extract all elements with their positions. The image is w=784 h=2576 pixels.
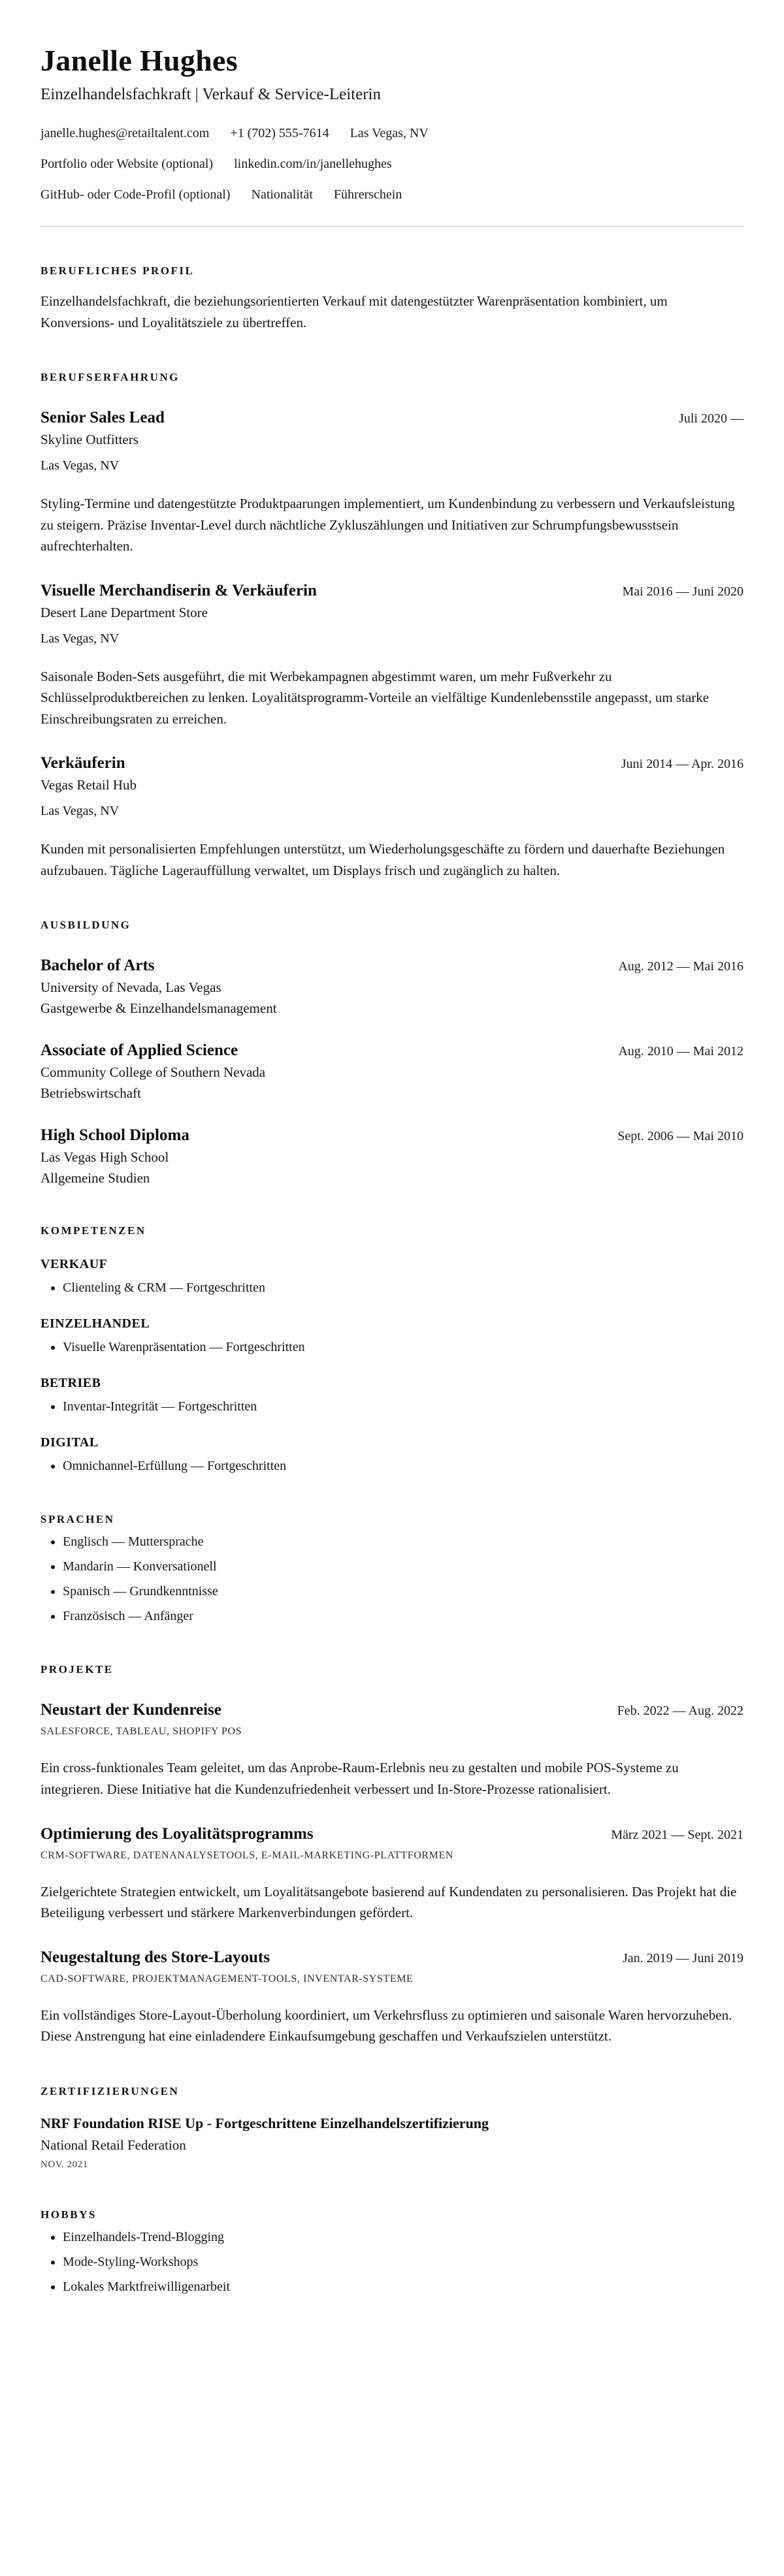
experience-entry-head bbox=[41, 409, 743, 427]
language-list bbox=[41, 1533, 743, 1625]
skill-group bbox=[41, 1316, 743, 1356]
job-description: Styling-Termine und datengestützte Produktpaarungen implementiert, um Kundenbindung zu verbessern und Verkaufsleistung zu steigern. Präzise Inventar-Level durch nächtliche Zykluszählungen und Initiativen zur Schrumpfungsbewusstsein aufrechterhalten. bbox=[41, 496, 735, 554]
education-entry-head bbox=[41, 957, 743, 975]
skill-item: • Clienteling & CRM — Fortgeschritten bbox=[63, 1279, 743, 1297]
project-date-range: Feb. 2022 — Aug. 2022 bbox=[617, 1704, 743, 1719]
language-item: • Französisch — Anfänger bbox=[63, 1607, 743, 1625]
job-location: Las Vegas, NV bbox=[41, 458, 120, 473]
skill-category: EINZELHANDEL bbox=[41, 1316, 150, 1331]
section-heading-certifications: ZERTIFIZIERUNGEN bbox=[41, 2084, 180, 2097]
degree-title: Associate of Applied Science bbox=[41, 1042, 238, 1060]
certification-issuer: National Retail Federation bbox=[41, 2137, 186, 2153]
education-entry bbox=[41, 1126, 743, 1186]
certification-entry bbox=[41, 2115, 743, 2171]
section-certifications bbox=[41, 2085, 743, 2171]
contact-row-1 bbox=[41, 126, 743, 141]
candidate-title: Einzelhandelsfachkraft | Verkauf & Service-Leiterin bbox=[41, 86, 381, 103]
skill-item: • Visuelle Warenpräsentation — Fortgeschritten bbox=[63, 1338, 743, 1356]
language-item: • Mandarin — Konversationell bbox=[63, 1557, 743, 1576]
section-skills bbox=[41, 1224, 743, 1475]
section-heading-profile: BERUFLICHES PROFIL bbox=[41, 264, 195, 277]
resume-header bbox=[41, 43, 743, 202]
project-description: Ein vollständiges Store-Layout-Überholung koordiniert, um Verkehrsfluss zu optimieren und saisonale Waren hervorzuheben. Diese Anstrengung hat eine einladendere Einkaufsumgebung geschaffen und Verkaufszielen unterstützt. bbox=[41, 2007, 732, 2044]
section-heading-experience: BERUFSERFAHRUNG bbox=[41, 371, 180, 384]
section-heading-skills: KOMPETENZEN bbox=[41, 1224, 146, 1237]
experience-entry-head bbox=[41, 754, 743, 772]
education-entry-head bbox=[41, 1042, 743, 1060]
phone-number: +1 (702) 555-7614 bbox=[230, 126, 329, 140]
section-profile bbox=[41, 264, 743, 333]
program-name: Betriebswirtschaft bbox=[41, 1085, 141, 1102]
skill-list bbox=[41, 1457, 743, 1475]
education-date-range: Sept. 2006 — Mai 2010 bbox=[617, 1129, 743, 1144]
skill-category: DIGITAL bbox=[41, 1435, 99, 1450]
education-date-range: Aug. 2012 — Mai 2016 bbox=[618, 959, 743, 974]
language-item: • Spanisch — Grundkenntnisse bbox=[63, 1582, 743, 1600]
hobby-list bbox=[41, 2228, 743, 2296]
project-description: Ein cross-funktionales Team geleitet, um das Anprobe-Raum-Erlebnis neu zu gestalten und mobile POS-Systeme zu integrieren. Diese Initiative hat die Kundenzufriedenheit verbessert und In-Store-Prozesse rationalisiert. bbox=[41, 1760, 679, 1798]
skill-group bbox=[41, 1257, 743, 1297]
school-name: University of Nevada, Las Vegas bbox=[41, 979, 221, 996]
job-company: Vegas Retail Hub bbox=[41, 777, 137, 793]
job-company: Desert Lane Department Store bbox=[41, 604, 208, 620]
project-entry-head bbox=[41, 1825, 743, 1843]
skill-list bbox=[41, 1338, 743, 1356]
education-entry bbox=[41, 1042, 743, 1102]
education-entry bbox=[41, 957, 743, 1017]
education-date-range: Aug. 2010 — Mai 2012 bbox=[618, 1044, 743, 1059]
degree-title: Bachelor of Arts bbox=[41, 957, 155, 975]
program-name: Allgemeine Studien bbox=[41, 1170, 150, 1186]
section-projects bbox=[41, 1663, 743, 2046]
project-entry bbox=[41, 1825, 743, 1924]
section-languages bbox=[41, 1513, 743, 1625]
certification-title: NRF Foundation RISE Up - Fortgeschrittene Einzelhandelszertifizierung bbox=[41, 2114, 489, 2131]
degree-title: High School Diploma bbox=[41, 1126, 189, 1145]
skill-category: VERKAUF bbox=[41, 1257, 108, 1272]
portfolio-placeholder: Portfolio oder Website (optional) bbox=[41, 157, 214, 171]
drivers-license-label: Führerschein bbox=[333, 187, 402, 202]
program-name: Gastgewerbe & Einzelhandelsmanagement bbox=[41, 1000, 277, 1017]
project-title: Neustart der Kundenreise bbox=[41, 1701, 221, 1719]
section-heading-languages: SPRACHEN bbox=[41, 1513, 115, 1526]
school-name: Las Vegas High School bbox=[41, 1149, 169, 1166]
project-entry bbox=[41, 1948, 743, 2047]
skill-group bbox=[41, 1376, 743, 1416]
project-entry-head bbox=[41, 1948, 743, 1967]
linkedin-link[interactable]: linkedin.com/in/janellehughes bbox=[234, 157, 392, 171]
nationality-label: Nationalität bbox=[251, 187, 313, 202]
certification-date: NOV. 2021 bbox=[41, 2159, 88, 2170]
experience-entry bbox=[41, 754, 743, 881]
skill-list bbox=[41, 1279, 743, 1297]
job-title: Visuelle Merchandiserin & Verkäuferin bbox=[41, 581, 317, 599]
profile-summary: Einzelhandelsfachkraft, die beziehungsorientierten Verkauf mit datengestützter Warenpräsentation kombiniert, um Konversions- und Loyalitätsziele zu übertreffen. bbox=[41, 293, 668, 330]
header-divider bbox=[41, 226, 743, 227]
job-company: Skyline Outfitters bbox=[41, 432, 139, 448]
hobby-item: • Einzelhandels-Trend-Blogging bbox=[63, 2228, 743, 2246]
school-name: Community College of Southern Nevada bbox=[41, 1064, 266, 1081]
section-heading-projects: PROJEKTE bbox=[41, 1663, 114, 1676]
github-placeholder: GitHub- oder Code-Profil (optional) bbox=[41, 187, 231, 202]
contact-row-2 bbox=[41, 157, 743, 172]
job-date-range: Juli 2020 — bbox=[679, 411, 743, 426]
job-description: Saisonale Boden-Sets ausgeführt, die mit Werbekampagnen abgestimmt waren, um mehr Fußverkehr zu Schlüsselproduktbereichen zu lenken. Loyalitätsprogramm-Vorteile an vielfältige Kundenlebensstile angepasst, um starke Einschreibungsraten zu erreichen. bbox=[41, 668, 710, 727]
contact-row-3 bbox=[41, 187, 743, 202]
job-title: Senior Sales Lead bbox=[41, 409, 165, 427]
project-title: Optimierung des Loyalitätsprogramms bbox=[41, 1824, 314, 1843]
project-description: Zielgerichtete Strategien entwickelt, um Loyalitätsangebote basierend auf Kundendaten zu personalisieren. Das Projekt hat die Beteiligung verbessert und stärkere Markenverbindungen gefördert. bbox=[41, 1883, 737, 1921]
skill-group bbox=[41, 1435, 743, 1475]
project-tech-stack: SALESFORCE, TABLEAU, SHOPIFY POS bbox=[41, 1726, 242, 1738]
job-description: Kunden mit personalisierten Empfehlungen unterstützt, um Wiederholungsgeschäfte zu fördern und dauerhafte Beziehungen aufzubauen. Tägliche Lagerauffüllung verwaltet, um Displays frisch und zugänglich zu halten. bbox=[41, 841, 725, 878]
job-location: Las Vegas, NV bbox=[41, 631, 120, 646]
experience-entry-head bbox=[41, 582, 743, 600]
skill-list bbox=[41, 1397, 743, 1416]
job-title: Verkäuferin bbox=[41, 754, 125, 772]
skill-category: BETRIEB bbox=[41, 1376, 101, 1391]
email-link[interactable]: janelle.hughes@retailtalent.com bbox=[41, 126, 210, 140]
education-entry-head bbox=[41, 1126, 743, 1145]
project-tech-stack: CAD-SOFTWARE, PROJEKTMANAGEMENT-TOOLS, INVENTAR-SYSTEME bbox=[41, 1973, 414, 1984]
job-location: Las Vegas, NV bbox=[41, 804, 120, 819]
section-heading-education: AUSBILDUNG bbox=[41, 919, 131, 932]
job-date-range: Juni 2014 — Apr. 2016 bbox=[621, 757, 743, 772]
section-heading-hobbies: HOBBYS bbox=[41, 2208, 97, 2221]
hobby-item: • Lokales Marktfreiwilligenarbeit bbox=[63, 2278, 743, 2296]
experience-entry bbox=[41, 582, 743, 730]
skill-item: • Omnichannel-Erfüllung — Fortgeschritten bbox=[63, 1457, 743, 1475]
location-text: Las Vegas, NV bbox=[350, 126, 429, 140]
project-entry-head bbox=[41, 1701, 743, 1719]
candidate-name: Janelle Hughes bbox=[41, 44, 238, 77]
project-title: Neugestaltung des Store-Layouts bbox=[41, 1948, 270, 1966]
project-entry bbox=[41, 1701, 743, 1800]
project-date-range: März 2021 — Sept. 2021 bbox=[611, 1827, 743, 1842]
language-item: • Englisch — Muttersprache bbox=[63, 1533, 743, 1551]
hobby-item: • Mode-Styling-Workshops bbox=[63, 2253, 743, 2271]
project-tech-stack: CRM-SOFTWARE, DATENANALYSETOOLS, E-MAIL-MARKETING-PLATTFORMEN bbox=[41, 1849, 454, 1861]
experience-entry bbox=[41, 409, 743, 557]
section-experience bbox=[41, 371, 743, 881]
job-date-range: Mai 2016 — Juni 2020 bbox=[622, 584, 743, 599]
skill-item: • Inventar-Integrität — Fortgeschritten bbox=[63, 1397, 743, 1416]
section-education bbox=[41, 919, 743, 1186]
project-date-range: Jan. 2019 — Juni 2019 bbox=[623, 1950, 743, 1965]
section-hobbies bbox=[41, 2208, 743, 2296]
